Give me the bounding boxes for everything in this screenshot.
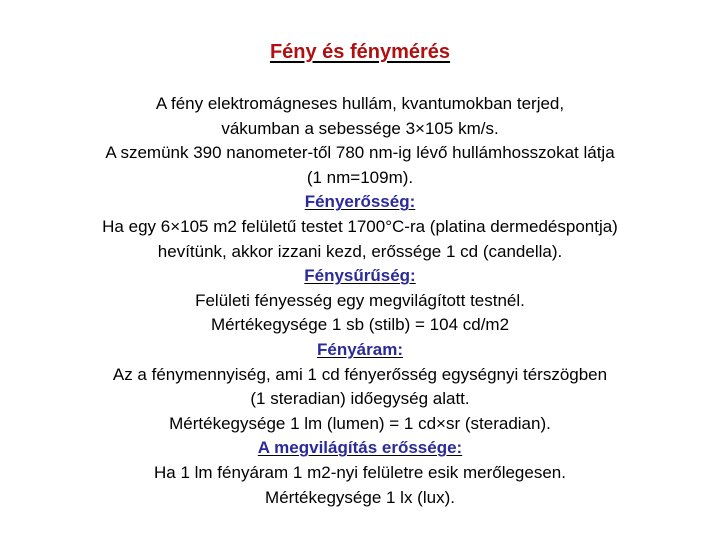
section-line: Ha 1 lm fényáram 1 m2-nyi felületre esik merőlegesen. [154, 462, 566, 482]
intro-line: A szemünk 390 nanometer-től 780 nm-ig lévő hullámhosszokat látja [105, 143, 615, 163]
page-title [0, 40, 720, 64]
section-line: Mértékegysége 1 lm (lumen) = 1 cd×sr (steradian). [169, 413, 551, 433]
page-title-text: Fény és fénymérés [269, 41, 451, 63]
section-heading-fenyaram [40, 338, 680, 363]
section-heading-fenyerosseg [40, 190, 680, 215]
section-line: Ha egy 6×105 m2 felületű testet 1700°C-ra (platina dermedéspontja) [102, 216, 618, 236]
intro-line: A fény elektromágneses hullám, kvantumokban terjed, [155, 94, 565, 113]
slide-body [40, 92, 680, 510]
section-line: (1 steradian) időegység alatt. [250, 389, 470, 409]
section-line: Mértékegysége 1 lx (lux). [265, 487, 455, 507]
section-line: Az a fénymennyiség, ami 1 cd fényerősség egységnyi térszögben [112, 364, 608, 384]
section-heading-text: A megvilágítás erőssége: [257, 438, 463, 458]
intro-line: (1 nm=109m). [306, 167, 414, 187]
section-heading-text: Fényerősség: [304, 192, 416, 212]
section-heading-megvilagitas [40, 436, 680, 461]
section-heading-fenysuruseg [40, 264, 680, 289]
section-line: Felületi fényesség egy megvilágított testnél. [195, 290, 525, 310]
section-heading-text: Fénysűrűség: [304, 266, 416, 286]
section-heading-text: Fényáram: [317, 339, 403, 359]
section-line: hevítünk, akkor izzani kezd, erőssége 1 cd (candella). [157, 241, 563, 261]
intro-line: vákumban a sebessége 3×105 km/s. [221, 118, 499, 138]
section-line: Mértékegysége 1 sb (stilb) = 104 cd/m2 [210, 315, 510, 335]
